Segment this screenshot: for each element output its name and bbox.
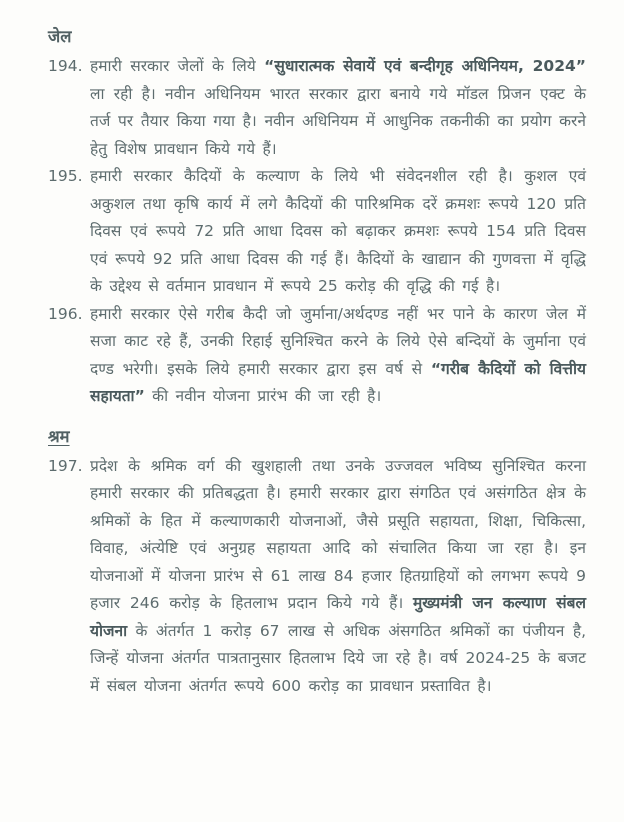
section xyxy=(48,24,586,411)
section xyxy=(48,424,586,701)
paragraph-text xyxy=(90,453,586,701)
text-segment: ला रही है। नवीन अधिनियम भारत सरकार द्वारा बनाये गये मॉडल प्रिजन एक्ट के तर्ज पर तैयार किया गया है। नवीन अधिनियम में आधुनिक तकनीकी का प्रयोग करने हेतु विशेष प्रावधान किये गये हैं। xyxy=(90,84,586,158)
paragraph-number: 197. xyxy=(48,456,83,475)
paragraph xyxy=(48,53,586,163)
paragraph-number: 196. xyxy=(48,304,83,323)
paragraph-number: 195. xyxy=(48,167,83,185)
text-segment: हमारी सरकार कैदियों के कल्याण के लिये भी संवेदनशील रही है। कुशल एवं अकुशल तथा कृषि कार्य में लगे कैदियों की पारिश्रमिक दरें क्रमशः रूपये 120 प्रति दिवस एवं रूपये 72 प्रति आधा दिवस को बढ़ाकर क्रमशः रूपये 154 प्रति दिवस एवं रूपये 92 प्रति आधा दिवस की गई हैं। कैदियों के खाद्यान की गुणवत्ता में वृद्धि के उद्देश्य से वर्तमान प्रावधान में रूपये 25 करोड़ की वृद्धि की गई है। xyxy=(90,167,586,295)
paragraph xyxy=(48,301,586,411)
section-heading: जेल xyxy=(48,27,72,46)
text-segment-bold: “गरीब कैदियों को वित्तीय सहायता” xyxy=(90,359,586,405)
paragraph xyxy=(48,453,586,701)
paragraph xyxy=(48,163,586,301)
paragraph-text xyxy=(90,301,586,411)
text-segment-bold: “सुधारात्मक सेवायें एवं बन्दीगृह अधिनियम, 2024” xyxy=(264,57,586,75)
text-segment: की नवीन योजना प्रारंभ की जा रही है। xyxy=(144,387,382,405)
text-segment: हमारी सरकार जेलों के लिये xyxy=(90,57,265,75)
text-segment: प्रदेश के श्रमिक वर्ग की खुशहाली तथा उनके उज्जवल भविष्य सुनिश्चित करना हमारी सरकार की प्रतिबद्धता है। हमारी सरकार द्वारा संगठित एवं असंगठित क्षेत्र के श्रमिकों के हित में कल्याणकारी योजनाओं, जैसे प्रसूति सहायता, शिक्षा, चिकित्सा, विवाह, अंत्येष्टि एवं अनुग्रह सहायता आदि को संचालित किया जा रहा है। इन योजनाओं में योजना प्रारंभ से 61 लाख 84 हजार हितग्राहियों को लगभग रूपये 9 हजार 246 करोड़ के हितलाभ प्रदान किये गये हैं। xyxy=(90,456,586,612)
text-segment: के अंतर्गत 1 करोड़ 67 लाख से अधिक अंसगठित श्रमिकों का पंजीयन है, जिन्हें योजना अंतर्गत पात्रतानुसार हितलाभ दिये जा रहे है। वर्ष 2024-25 के बजट में संबल योजना अंतर्गत रूपये 600 करोड़ का प्रावधान प्रस्तावित है। xyxy=(90,621,586,695)
paragraph-text xyxy=(90,163,586,301)
paragraph-number: 194. xyxy=(48,57,83,75)
paragraph-text xyxy=(90,53,586,163)
text-segment-bold: मुख्यमंत्री जन कल्याण संबल योजना xyxy=(90,594,586,640)
text-segment: हमारी सरकार ऐसे गरीब कैदी जो जुर्माना/अर्थदण्ड नहीं भर पाने के कारण जेल में सजा काट रहे हैं, उनकी रिहाई सुनिश्चित करने के लिये ऐसे बन्दियों के जुर्माना एवं दण्ड भरेगी। इसके लिये हमारी सरकार द्वारा इस वर्ष से xyxy=(90,304,586,378)
section-heading: श्रम xyxy=(48,426,70,446)
document-content xyxy=(48,24,586,700)
